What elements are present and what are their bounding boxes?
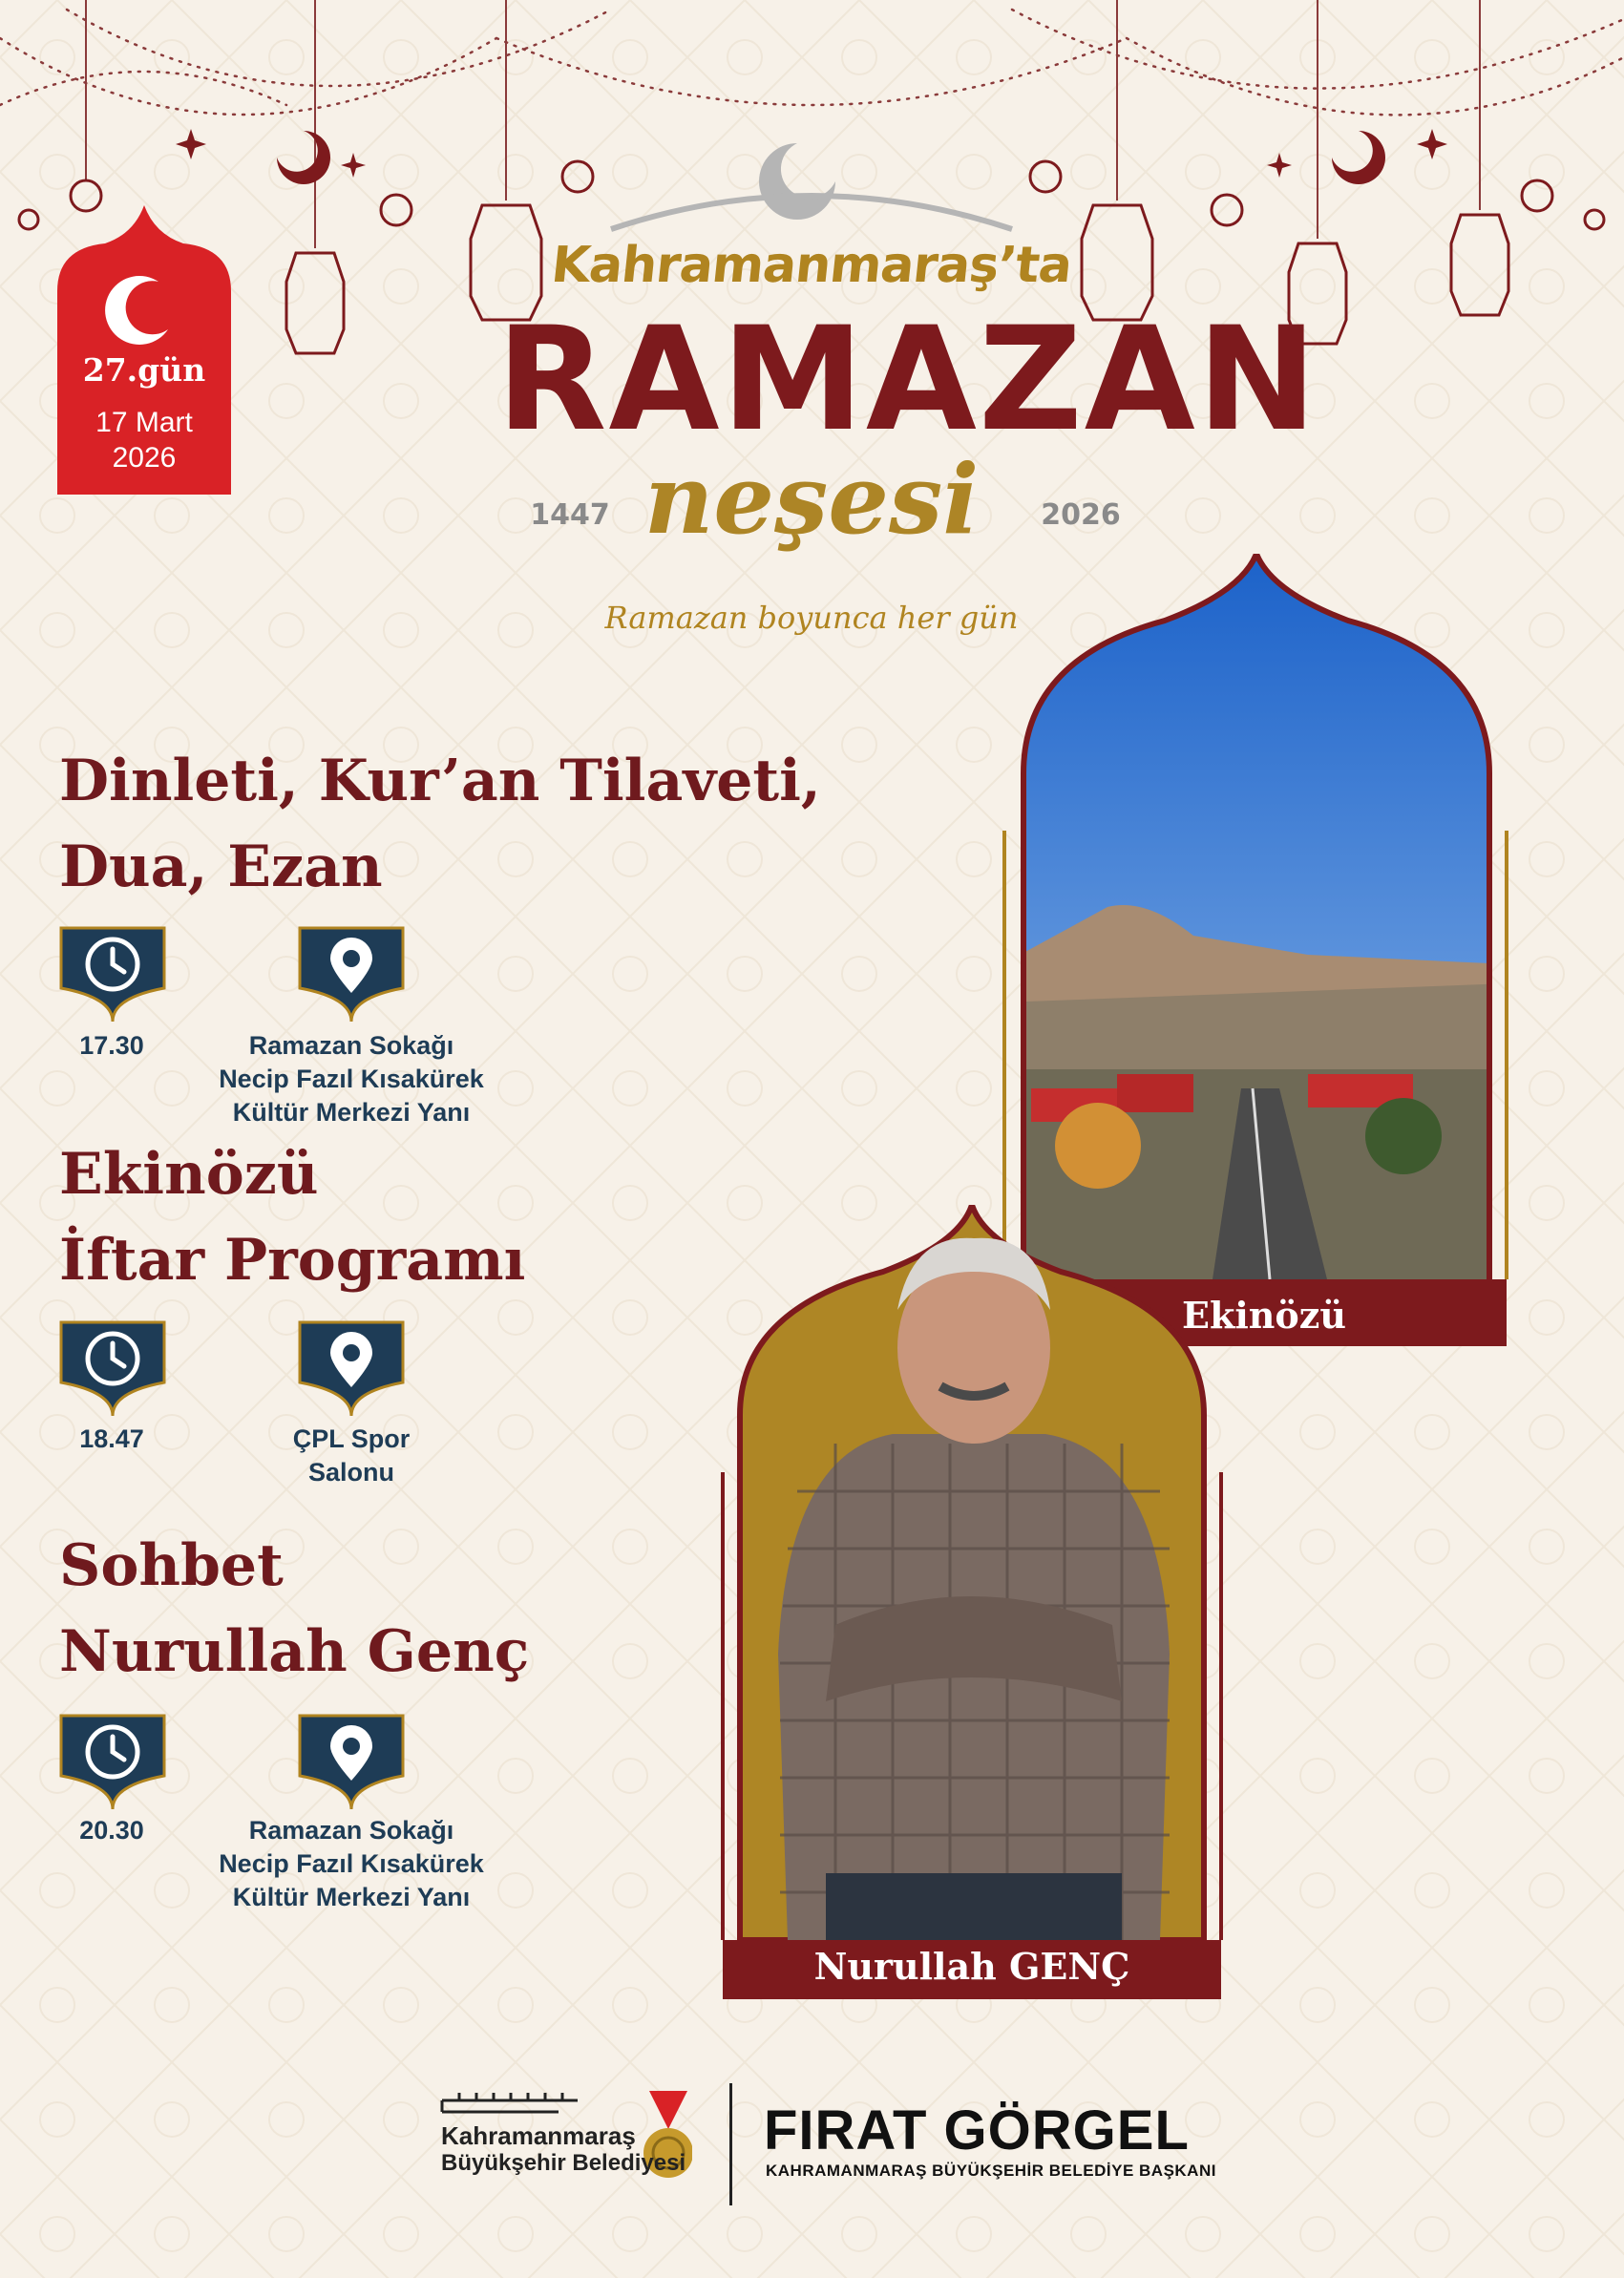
- mayor-name: FIRAT GÖRGEL: [764, 2099, 1190, 2162]
- person-caption: Nurullah GENÇ: [813, 1945, 1130, 1988]
- event-place-line: Kültür Merkezi Yanı: [232, 1098, 471, 1127]
- event-place-line: Necip Fazıl Kısakürek: [219, 1849, 484, 1878]
- event-place-line: Salonu: [307, 1458, 394, 1487]
- logo-year-right: 2026: [1041, 498, 1121, 532]
- logo-city: Kahramanmaraş’ta: [548, 237, 1075, 294]
- photo-caption: Ekinözü: [1182, 1294, 1346, 1337]
- clock-icon: [59, 1320, 166, 1416]
- event-title: Sohbet: [59, 1532, 284, 1599]
- badge-year: 2026: [112, 442, 177, 474]
- footer-org-name: Kahramanmaraş: [441, 2121, 636, 2150]
- clock-icon: [59, 1714, 166, 1809]
- event-time: 20.30: [79, 1816, 144, 1845]
- logo-subtitle: neşesi: [643, 443, 980, 556]
- event-place-line: Ramazan Sokağı: [248, 1816, 454, 1845]
- footer-org-name: Büyükşehir Belediyesi: [441, 2150, 686, 2176]
- event-place-line: Kültür Merkezi Yanı: [232, 1883, 471, 1911]
- event-place-line: ÇPL Spor: [292, 1424, 411, 1453]
- event-title: İftar Programı: [59, 1227, 526, 1294]
- event-place-line: Necip Fazıl Kısakürek: [219, 1065, 484, 1093]
- clock-icon: [59, 926, 166, 1022]
- mayor-role: KAHRAMANMARAŞ BÜYÜKŞEHİR BELEDİYE BAŞKANI: [766, 2162, 1216, 2180]
- event-time: 17.30: [79, 1031, 144, 1060]
- event-title: Dua, Ezan: [59, 833, 383, 900]
- badge-day: 27.gün: [82, 351, 206, 389]
- location-pin-icon: [298, 1320, 405, 1416]
- tagline: Ramazan boyunca her gün: [604, 600, 1019, 636]
- event-title: Ekinözü: [59, 1141, 319, 1208]
- event-title: Nurullah Genç: [59, 1618, 530, 1685]
- logo-year-left: 1447: [530, 498, 610, 532]
- event-place-line: Ramazan Sokağı: [248, 1031, 454, 1060]
- location-pin-icon: [298, 1714, 405, 1809]
- footer-divider: [729, 2083, 732, 2205]
- location-pin-icon: [298, 926, 405, 1022]
- logo-title: RAMAZAN: [496, 297, 1319, 463]
- speaker-portrait: [721, 1205, 1223, 1999]
- badge-date: 17 Mart: [95, 407, 193, 438]
- event-time: 18.47: [79, 1424, 144, 1453]
- event-title: Dinleti, Kur’an Tilaveti,: [59, 748, 821, 814]
